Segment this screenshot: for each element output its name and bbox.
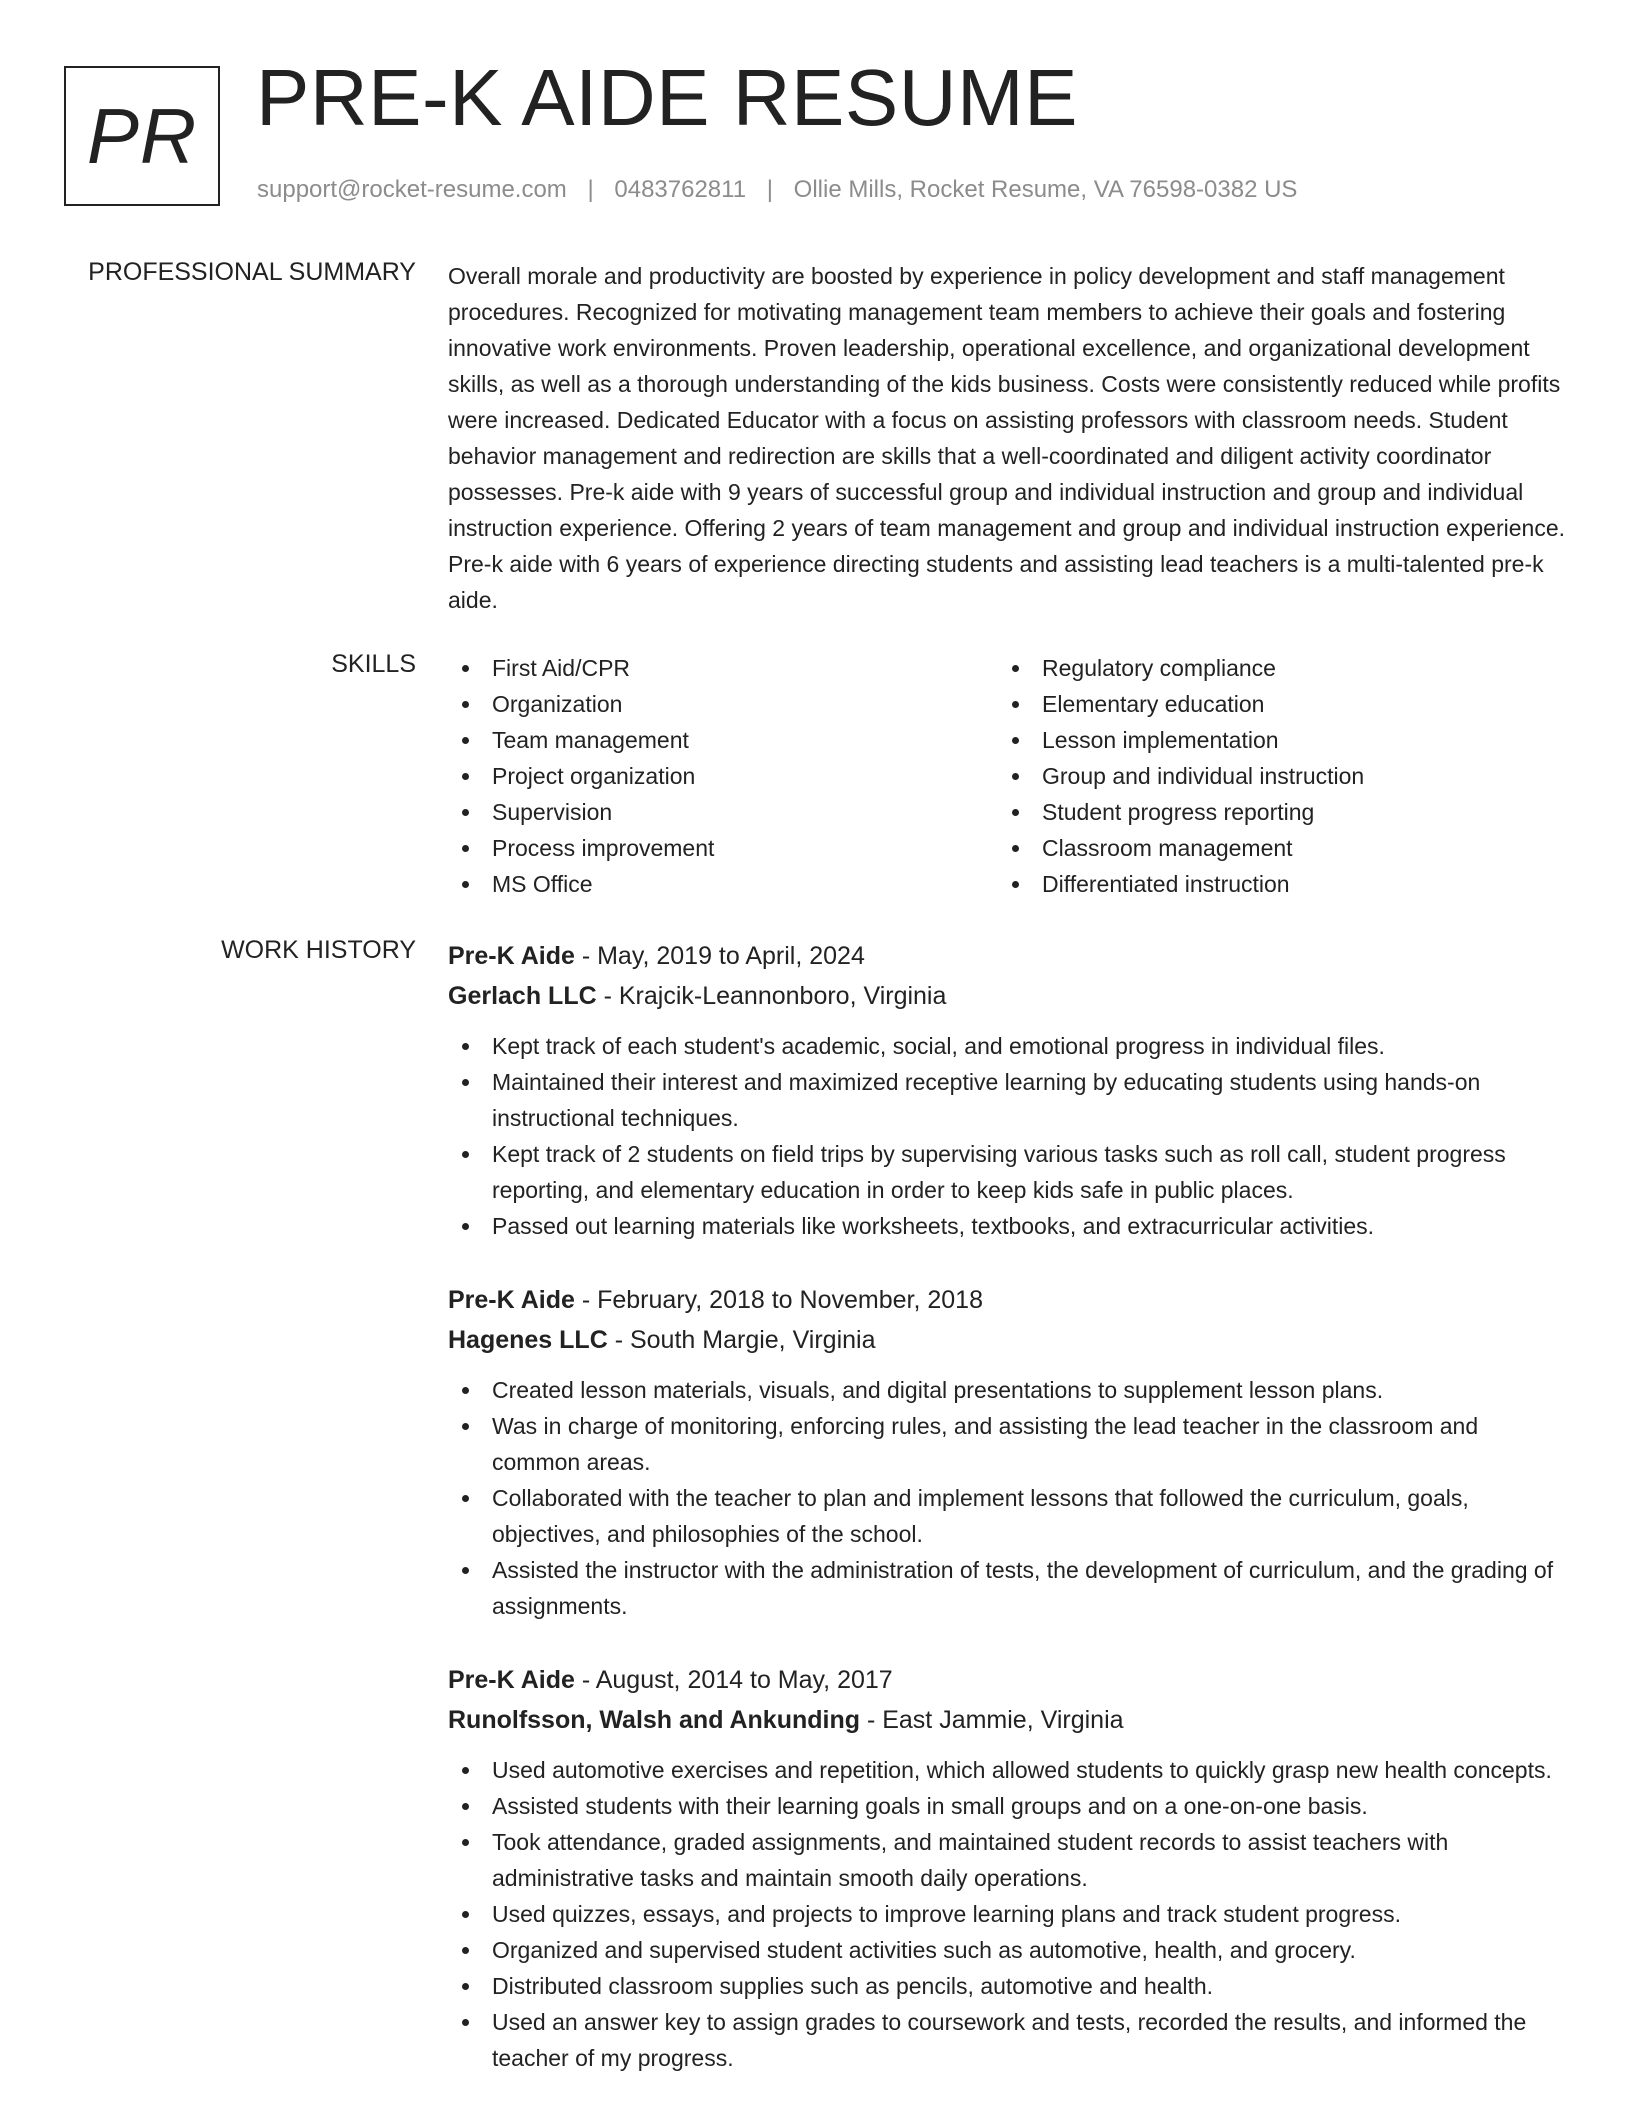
job-title: Pre-K Aide bbox=[448, 1666, 575, 1694]
job-location: - South Margie, Virginia bbox=[607, 1326, 876, 1354]
job-entry bbox=[448, 1280, 1568, 1624]
job-company: Runolfsson, Walsh and Ankunding bbox=[448, 1706, 861, 1734]
job-duties bbox=[448, 1752, 1568, 2076]
job-duties bbox=[448, 1372, 1568, 1624]
job-company-line bbox=[448, 1700, 1568, 1740]
contact-line bbox=[257, 176, 1297, 204]
job-duty: Organized and supervised student activities such as automotive, health, and grocery. bbox=[448, 1932, 1568, 1968]
skill-item: Differentiated instruction bbox=[998, 866, 1548, 902]
job-title-line bbox=[448, 1660, 1568, 1700]
summary-heading: PROFESSIONAL SUMMARY bbox=[88, 258, 416, 286]
skill-item: Group and individual instruction bbox=[998, 758, 1548, 794]
job-duty: Passed out learning materials like worksheets, textbooks, and extracurricular activities. bbox=[448, 1208, 1568, 1244]
job-dates: - August, 2014 to May, 2017 bbox=[574, 1666, 893, 1694]
skill-item: First Aid/CPR bbox=[448, 650, 998, 686]
summary-body bbox=[448, 258, 1568, 618]
job-title-line bbox=[448, 936, 1568, 976]
job-duty: Was in charge of monitoring, enforcing rules, and assisting the lead teacher in the classroom and common areas. bbox=[448, 1408, 1568, 1480]
job-title-line bbox=[448, 1280, 1568, 1320]
job-company-line bbox=[448, 1320, 1568, 1360]
page-title: PRE-K AIDE RESUME bbox=[256, 53, 1079, 142]
job-dates: - February, 2018 to November, 2018 bbox=[574, 1286, 983, 1314]
job-duty: Used quizzes, essays, and projects to improve learning plans and track student progress. bbox=[448, 1896, 1568, 1932]
contact-separator: | bbox=[766, 176, 773, 203]
contact-address: Ollie Mills, Rocket Resume, VA 76598-0382 US bbox=[793, 176, 1298, 203]
job-duty: Used automotive exercises and repetition, which allowed students to quickly grasp new health concepts. bbox=[448, 1752, 1568, 1788]
job-company: Gerlach LLC bbox=[448, 982, 597, 1010]
skill-item: Classroom management bbox=[998, 830, 1548, 866]
job-duty: Kept track of 2 students on field trips by supervising various tasks such as roll call, student progress reporting, and elementary education in order to keep kids safe in public places. bbox=[448, 1136, 1568, 1208]
job-duty: Maintained their interest and maximized receptive learning by educating students using hands-on instructional techniques. bbox=[448, 1064, 1568, 1136]
job-duty: Collaborated with the teacher to plan and implement lessons that followed the curriculum, goals, objectives, and philosophies of the school. bbox=[448, 1480, 1568, 1552]
monogram-logo: PR bbox=[64, 66, 220, 206]
job-title: Pre-K Aide bbox=[448, 942, 575, 970]
job-duties bbox=[448, 1028, 1568, 1244]
job-duty: Created lesson materials, visuals, and digital presentations to supplement lesson plans. bbox=[448, 1372, 1568, 1408]
job-dates: - May, 2019 to April, 2024 bbox=[574, 942, 865, 970]
work-body bbox=[448, 936, 1568, 2112]
skills-body bbox=[448, 650, 1568, 902]
skill-item: Lesson implementation bbox=[998, 722, 1548, 758]
job-duty: Distributed classroom supplies such as pencils, automotive and health. bbox=[448, 1968, 1568, 2004]
job-duty: Used an answer key to assign grades to coursework and tests, recorded the results, and informed the teacher of my progress. bbox=[448, 2004, 1568, 2076]
skill-item: Regulatory compliance bbox=[998, 650, 1548, 686]
job-company-line bbox=[448, 976, 1568, 1016]
skill-item: Project organization bbox=[448, 758, 998, 794]
skills-list-right bbox=[998, 650, 1548, 902]
contact-email[interactable]: support@rocket-resume.com bbox=[257, 176, 567, 203]
contact-separator: | bbox=[587, 176, 594, 203]
job-location: - East Jammie, Virginia bbox=[860, 1706, 1124, 1734]
job-duty: Assisted students with their learning goals in small groups and on a one-on-one basis. bbox=[448, 1788, 1568, 1824]
skills-list-left bbox=[448, 650, 998, 902]
work-heading: WORK HISTORY bbox=[221, 936, 416, 964]
job-duty: Kept track of each student's academic, social, and emotional progress in individual files. bbox=[448, 1028, 1568, 1064]
job-location: - Krajcik-Leannonboro, Virginia bbox=[596, 982, 947, 1010]
skill-item: Elementary education bbox=[998, 686, 1548, 722]
job-entry bbox=[448, 936, 1568, 1244]
skill-item: MS Office bbox=[448, 866, 998, 902]
skill-item: Team management bbox=[448, 722, 998, 758]
skill-item: Process improvement bbox=[448, 830, 998, 866]
skill-item: Student progress reporting bbox=[998, 794, 1548, 830]
contact-phone[interactable]: 0483762811 bbox=[614, 176, 747, 203]
job-duty: Assisted the instructor with the administration of tests, the development of curriculum, and the grading of assignments. bbox=[448, 1552, 1568, 1624]
skills-grid bbox=[448, 650, 1568, 902]
job-company: Hagenes LLC bbox=[448, 1326, 608, 1354]
job-entry bbox=[448, 1660, 1568, 2076]
summary-text: Overall morale and productivity are boosted by experience in policy development and staff management procedures. Recognized for motivating management team members to achieve their goals and fostering innovative work environments. Proven leadership, operational excellence, and organizational development skills, as well as a thorough understanding of the kids business. Costs were consistently reduced while profits were increased. Dedicated Educator with a focus on assisting professors with classroom needs. Student behavior management and redirection are skills that a well-coordinated and diligent activity coordinator possesses. Pre-k aide with 9 years of successful group and individual instruction and group and individual instruction experience. Offering 2 years of team management and group and individual instruction experience. Pre-k aide with 6 years of experience directing students and assisting lead teachers is a multi-talented pre-k aide. bbox=[448, 263, 1566, 613]
job-duty: Took attendance, graded assignments, and maintained student records to assist teachers with administrative tasks and maintain smooth daily operations. bbox=[448, 1824, 1568, 1896]
skill-item: Organization bbox=[448, 686, 998, 722]
job-title: Pre-K Aide bbox=[448, 1286, 575, 1314]
skill-item: Supervision bbox=[448, 794, 998, 830]
skills-heading: SKILLS bbox=[331, 650, 416, 678]
